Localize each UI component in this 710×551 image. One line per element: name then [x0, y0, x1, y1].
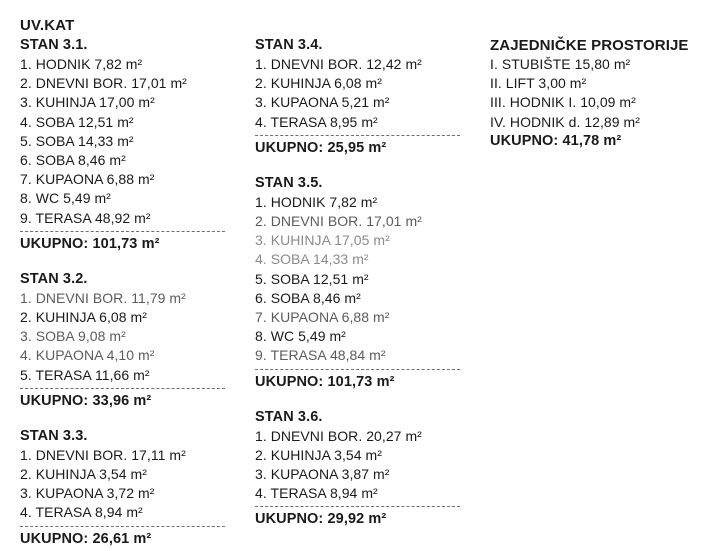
list-item: 4. SOBA 14,33 m²	[255, 251, 369, 268]
list-item: 1. HODNIK 7,82 m²	[20, 56, 143, 72]
unit-block-stan-3-5	[255, 174, 480, 392]
list-item: 3. SOBA 9,08 m²	[20, 328, 126, 345]
list-item: 4. SOBA 12,51 m²	[20, 113, 134, 130]
unit-title: STAN 3.1.	[20, 37, 88, 53]
total-label: UKUPNO: 101,73 m²	[20, 235, 160, 252]
unit-title: STAN 3.6.	[255, 408, 323, 425]
unit-title: STAN 3.3.	[20, 427, 88, 444]
unit-title: STAN 3.5.	[255, 174, 323, 191]
list-item: 8. WC 5,49 m²	[255, 328, 346, 345]
unit-block-stan-3-4	[255, 36, 480, 158]
total-label: UKUPNO: 101,73 m²	[255, 373, 395, 390]
list-item: IV. HODNIK d. 12,89 m²	[490, 113, 640, 130]
list-item: II. LIFT 3,00 m²	[490, 75, 587, 92]
list-item: 6. SOBA 8,46 m²	[255, 289, 361, 306]
list-item: 3. KUPAONA 5,21 m²	[255, 94, 390, 111]
list-item: 3. KUHINJA 17,00 m²	[20, 94, 155, 111]
list-item: 5. SOBA 12,51 m²	[255, 270, 369, 287]
unit-block-stan-3-2	[20, 270, 245, 411]
column-left	[20, 0, 245, 551]
spacer	[255, 160, 480, 174]
spacer	[20, 256, 245, 270]
total-label: UKUPNO: 29,92 m²	[255, 511, 387, 528]
list-item: 9. TERASA 48,92 m²	[20, 209, 151, 226]
divider	[255, 506, 460, 507]
spacer	[255, 394, 480, 408]
list-item: 5. TERASA 11,66 m²	[20, 366, 150, 383]
section-title: ZAJEDNIČKE PROSTORIJE	[490, 37, 689, 54]
list-item: 3. KUHINJA 17,05 m²	[255, 232, 390, 249]
list-item: 3. KUPAONA 3,72 m²	[20, 485, 155, 502]
divider	[20, 388, 225, 389]
list-item: 4. TERASA 8,94 m²	[255, 485, 378, 502]
divider	[255, 135, 460, 136]
total-label: UKUPNO: 26,61 m²	[20, 530, 152, 547]
unit-title: STAN 3.2.	[20, 270, 88, 287]
list-item: 1. DNEVNI BOR. 11,79 m²	[20, 289, 186, 306]
unit-title: STAN 3.4.	[255, 37, 323, 53]
list-item: 9. TERASA 48,84 m²	[255, 347, 386, 364]
divider	[255, 369, 460, 370]
list-item: 1. DNEVNI BOR. 12,42 m²	[255, 56, 422, 72]
column-right	[490, 0, 700, 153]
total-label: UKUPNO: 25,95 m²	[255, 139, 387, 156]
divider	[20, 231, 225, 232]
total-label: UKUPNO: 41,78 m²	[490, 132, 622, 149]
unit-block-stan-3-3	[20, 427, 245, 549]
list-item: 2. DNEVNI BOR. 17,01 m²	[20, 75, 187, 92]
list-item: 1. DNEVNI BOR. 17,11 m²	[20, 446, 186, 463]
unit-block-stan-3-6	[255, 408, 480, 530]
common-areas-block	[490, 36, 700, 151]
list-item: 7. KUPAONA 6,88 m²	[255, 309, 390, 326]
list-item: I. STUBIŠTE 15,80 m²	[490, 56, 631, 72]
divider	[20, 526, 225, 527]
list-item: III. HODNIK I. 10,09 m²	[490, 94, 636, 111]
list-item: 7. KUPAONA 6,88 m²	[20, 171, 155, 188]
spacer	[20, 413, 245, 427]
list-item: 4. TERASA 8,95 m²	[255, 113, 378, 130]
unit-block-stan-3-1	[20, 36, 245, 254]
list-item: 4. KUPAONA 4,10 m²	[20, 347, 155, 364]
list-item: 4. TERASA 8,94 m²	[20, 504, 143, 521]
list-item: 3. KUPAONA 3,87 m²	[255, 466, 390, 483]
column-middle	[255, 0, 480, 531]
list-item: 1. DNEVNI BOR. 20,27 m²	[255, 427, 422, 444]
total-label: UKUPNO: 33,96 m²	[20, 392, 152, 409]
list-item: 2. KUHINJA 3,54 m²	[255, 446, 382, 463]
list-item: 2. KUHINJA 6,08 m²	[20, 309, 147, 326]
list-item: 5. SOBA 14,33 m²	[20, 132, 134, 149]
list-item: 2. KUHINJA 6,08 m²	[255, 75, 382, 92]
list-item: 8. WC 5,49 m²	[20, 190, 111, 207]
list-item: 1. HODNIK 7,82 m²	[255, 193, 378, 210]
list-item: 6. SOBA 8,46 m²	[20, 152, 126, 169]
page-title: UV.KAT	[20, 17, 75, 34]
list-item: 2. DNEVNI BOR. 17,01 m²	[255, 213, 422, 230]
list-item: 2. KUHINJA 3,54 m²	[20, 466, 147, 483]
